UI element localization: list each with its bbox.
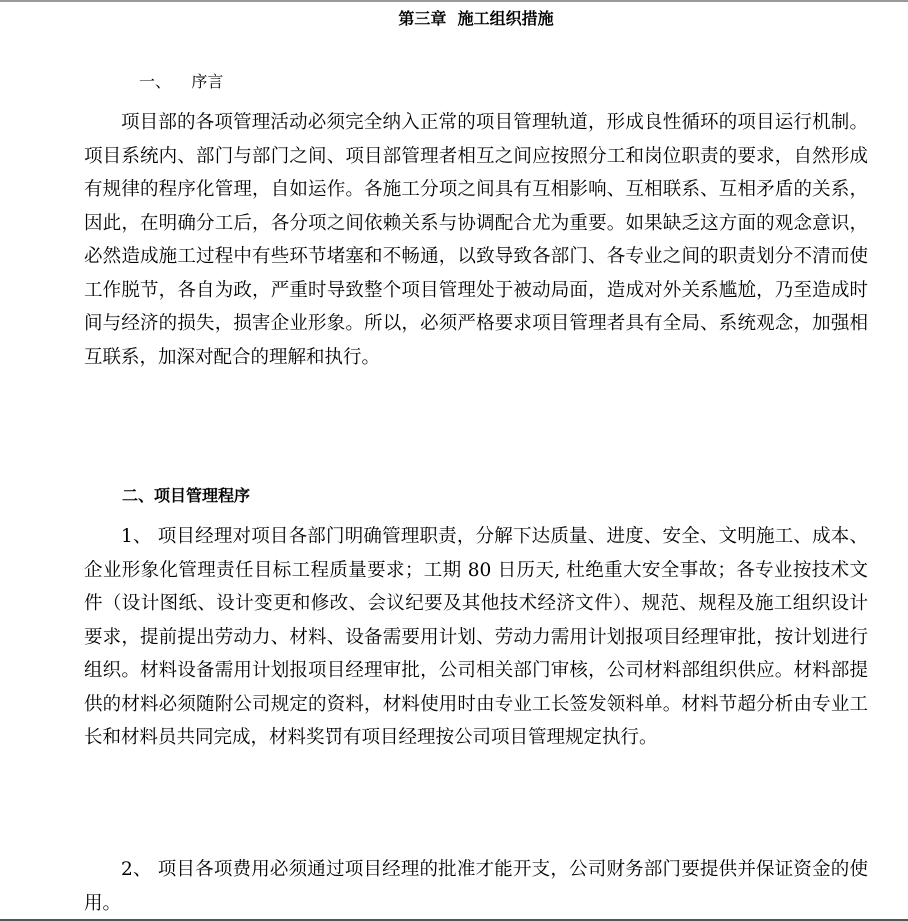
- procedure-item-2: 2、 项目各项费用必须通过项目经理的批准才能开支，公司财务部门要提供并保证资金的使用。: [84, 859, 868, 914]
- section-heading-procedure: 二、项目管理程序: [122, 486, 251, 505]
- document-page: [84, 0, 868, 921]
- chapter-title: 第三章 施工组织措施: [398, 9, 554, 28]
- section-heading-preface: 一、 序言: [139, 72, 224, 91]
- procedure-item-1: 1、 项目经理对项目各部门明确管理职责，分解下达质量、进度、安全、文明施工、成本、企业形象化管理责任目标工程质量要求；工期 80 日历天, 杜绝重大安全事故；各专业按技术文件（设计图纸、设计变更和修改、会议纪要及其他技术经济文件）、规范、规程及施工组织设计要求，提前提出劳动力、材料、设备需要用计划、劳动力需用计划报项目经理审批，按计划进行组织。材料设备需用计划报项目经理审批，公司相关部门审核，公司材料部组织供应。材料部提供的材料必须随附公司规定的资料，材料使用时由专业工长签发领料单。材料节超分析由专业工长和材料员共同完成，材料奖罚有项目经理按公司项目管理规定执行。: [84, 526, 868, 748]
- preface-paragraph: 项目部的各项管理活动必须完全纳入正常的项目管理轨道，形成良性循环的项目运行机制。项目系统内、部门与部门之间、项目部管理者相互之间应按照分工和岗位职责的要求，自然形成有规律的程序化管理，自如运作。各施工分项之间具有互相影响、互相联系、互相矛盾的关系，因此，在明确分工后，各分项之间依赖关系与协调配合尤为重要。如果缺乏这方面的观念意识，必然造成施工过程中有些环节堵塞和不畅通，以致导致各部门、各专业之间的职责划分不清而使工作脱节，各自为政，严重时导致整个项目管理处于被动局面，造成对外关系尴尬，乃至造成时间与经济的损失，损害企业形象。所以，必须严格要求项目管理者具有全局、系统观念，加强相互联系，加深对配合的理解和执行。: [84, 112, 868, 368]
